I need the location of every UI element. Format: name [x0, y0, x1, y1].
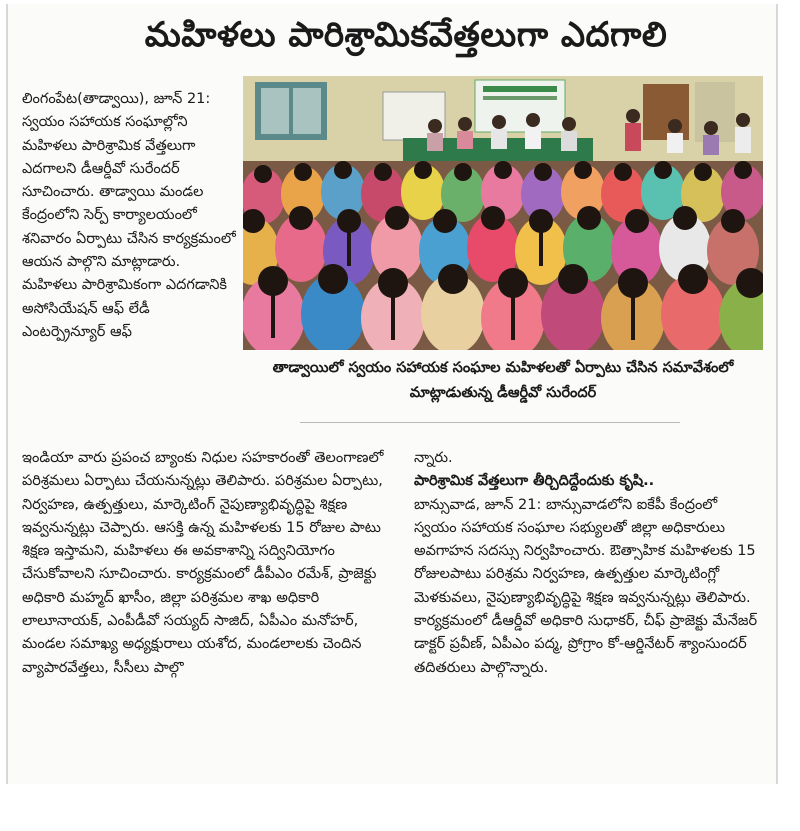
- sub-heading: పారిశ్రామిక వేత్తలుగా తీర్చిదిద్దేందుకు కృషి..: [414, 473, 655, 490]
- headline: మహిళలు పారిశ్రామికవేత్తలుగా ఎదగాలి: [144, 15, 668, 55]
- intro-paragraph: లింగంపేట(తాడ్వాయి), జూన్ 21: స్వయం సహాయక సంఘాల్లోని మహిళలు పారిశ్రామిక వేత్తలుగా ఎదగాలని డీఆర్డీవో సురేందర్ సూచించారు. తాడ్వాయి మండల కేంద్రంలోని సెర్ప్ కార్యాలయంలో శనివారం ఏర్పాటు చేసిన కార్యక్రమంలో ఆయన పాల్గొని మాట్లాడారు. మహిళలు పారిశ్రామికంగా ఎదగడానికి అసోసియేషన్ ఆఫ్ లేడీ ఎంటర్ప్రెన్యూర్ ఆఫ్: [22, 91, 236, 340]
- caption-divider: [300, 422, 680, 423]
- photo-caption: తాడ్వాయిలో స్వయం సహాయక సంఘాల మహిళలతో ఏర్పాటు చేసిన సమావేశంలో మాట్లాడుతున్న డీఆర్డీవో సురేందర్: [272, 360, 734, 401]
- continued-ending: న్నారు.: [414, 450, 453, 466]
- event-photo: [243, 76, 763, 350]
- right-column: [414, 447, 764, 777]
- continued-paragraph: ఇండియా వారు ప్రపంచ బ్యాంకు నిధుల సహకారంతో తెలంగాణలో పరిశ్రమలు ఏర్పాటు చేయనున్నట్లు తెలిపారు. పరిశ్రమల ఏర్పాటు, నిర్వహణ, ఉత్పత్తులు, మార్కెటింగ్ నైపుణ్యాభివృద్ధిపై శిక్షణ ఇవ్వనున్నట్లు చెప్పారు. ఆసక్తి ఉన్న మహిళలకు 15 రోజుల పాటు శిక్షణ ఇస్తామని, మహిళలు ఈ అవకాశాన్ని సద్వినియోగం చేసుకోవాలని సూచించారు. కార్యక్రమంలో డీపీఎం రమేశ్, ప్రాజెక్టు అధికారి మహ్మద్ ఖాసీం, జిల్లా పరిశ్రమల శాఖ అధికారి లాలూనాయక్, ఎంపీడీవో సయ్యద్ సాజిద్, ఏపీఎం మనోహర్, మండల సమాఖ్య అధ్యక్షురాలు యశోద, మండలాలకు చెందిన వ్యాపారవేత్తలు, సీసీలు పాల్గొ: [22, 450, 384, 676]
- second-story-paragraph: బాన్సువాడ, జూన్ 21: బాన్సువాడలోని ఐకేపీ కేంద్రంలో స్వయం సహాయక సంఘాల సభ్యులతో జిల్లా అధికారులు అవగాహన సదస్సు నిర్వహించారు. ఔత్సాహిక మహిళలకు 15 రోజులపాటు పరిశ్రమ నిర్వహణ, ఉత్పత్తుల మార్కెటింగ్లో మెళకువలు, నైపుణ్యాభివృద్ధిపై శిక్షణ ఇవ్వనున్నట్లు తెలిపారు. కార్యక్రమంలో డీఆర్డీవో అధికారి సుధాకర్, చీఫ్ ప్రాజెక్టు మేనేజర్ డాక్టర్ ప్రవీణ్, ఏపీఎం పద్మ, ప్రోగ్రాం కో-ఆర్డినేటర్ శ్యాంసుందర్ తదితరులు పాల్గొన్నారు.: [414, 496, 758, 676]
